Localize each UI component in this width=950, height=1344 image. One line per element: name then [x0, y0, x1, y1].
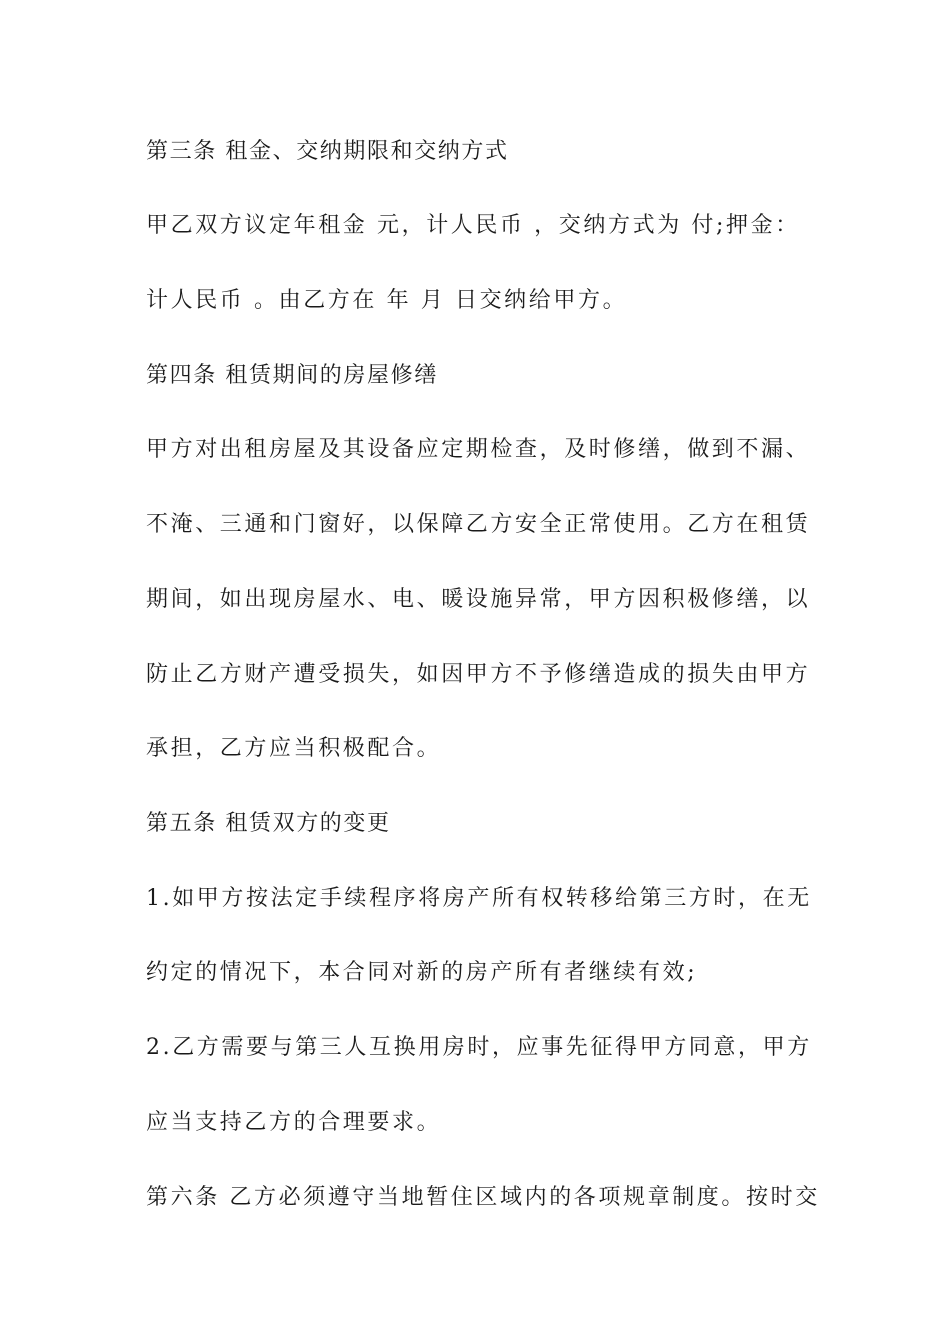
article-4-line-4: 防止乙方财产遭受损失，如因甲方不予修缮造成的损失由甲方	[146, 662, 811, 687]
article-5-clause-2-line-2: 应当支持乙方的合理要求。	[146, 1110, 442, 1135]
article-6-line-1: 第六条 乙方必须遵守当地暂住区域内的各项规章制度。按时交	[146, 1185, 820, 1210]
article-4-line-3: 期间，如出现房屋水、电、暖设施异常，甲方因积极修缮，以	[146, 587, 811, 612]
article-5-clause-1-line-2: 约定的情况下，本合同对新的房产所有者继续有效;	[146, 960, 698, 985]
article-3-heading: 第三条 租金、交纳期限和交纳方式	[146, 139, 509, 164]
article-4-line-2: 不淹、三通和门窗好，以保障乙方安全正常使用。乙方在租赁	[146, 512, 811, 537]
article-3-rent-line-2: 计人民币 。由乙方在 年 月 日交纳给甲方。	[146, 288, 628, 313]
article-5-clause-2-line-1: 2.乙方需要与第三人互换用房时，应事先征得甲方同意，甲方	[146, 1035, 812, 1060]
article-4-heading: 第四条 租赁期间的房屋修缮	[146, 363, 438, 388]
article-3-rent-line-1: 甲乙双方议定年租金 元，计人民币 ，交纳方式为 付;押金：	[146, 213, 800, 238]
article-5-heading: 第五条 租赁双方的变更	[146, 811, 391, 836]
article-5-clause-1-line-1: 1.如甲方按法定手续程序将房产所有权转移给第三方时，在无	[146, 886, 812, 911]
article-4-line-1: 甲方对出租房屋及其设备应定期检查，及时修缮，做到不漏、	[146, 437, 811, 462]
article-4-line-5: 承担，乙方应当积极配合。	[146, 736, 442, 761]
